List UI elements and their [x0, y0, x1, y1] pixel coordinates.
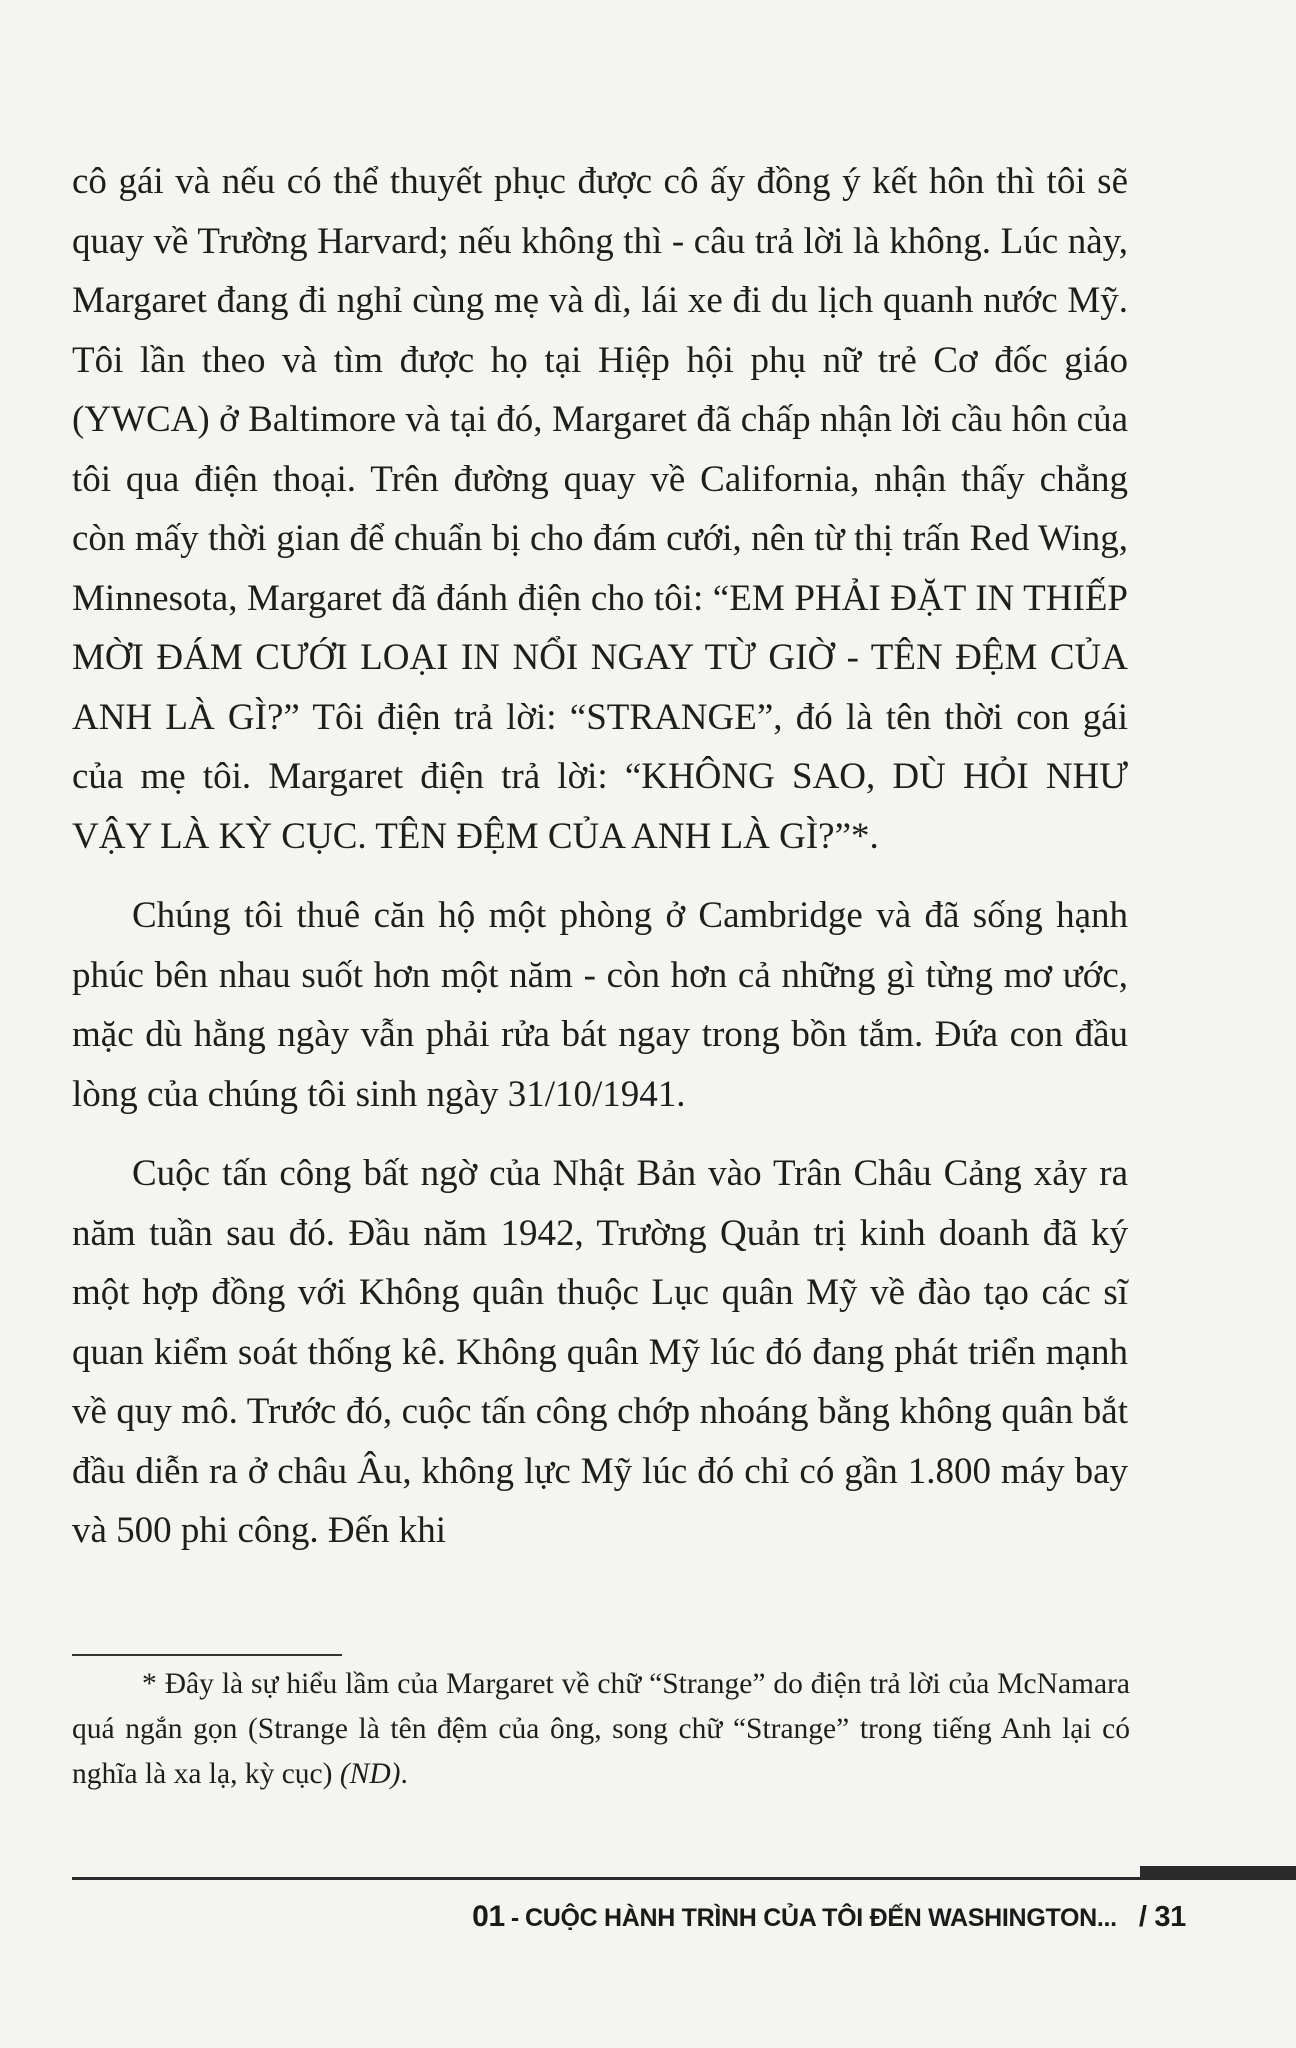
footnote-note-label: (ND) [339, 1758, 401, 1790]
footnote-text: Đây là sự hiểu lầm của Margaret về chữ “Strange” do điện trả lời của McNamara quá ngắn gọn (Strange là tên đệm của ông, song chữ “Strange” trong tiếng Anh lại có nghĩa là xa lạ, kỳ cục) [72, 1668, 1130, 1790]
footnote [72, 1662, 1130, 1797]
paragraph: Cuộc tấn công bất ngờ của Nhật Bản vào Trân Châu Cảng xảy ra năm tuần sau đó. Đầu năm 1942, Trường Quản trị kinh doanh đã ký một hợp đồng với Không quân thuộc Lục quân Mỹ về đào tạo các sĩ quan kiểm soát thống kê. Không quân Mỹ lúc đó đang phát triển mạnh về quy mô. Trước đó, cuộc tấn công chớp nhoáng bằng không quân bắt đầu diễn ra ở châu Âu, không lực Mỹ lúc đó chỉ có gần 1.800 máy bay và 500 phi công. Đến khi [72, 1153, 1128, 1551]
footer-bar [1140, 1866, 1296, 1880]
chapter-number: 01 [472, 1900, 505, 1933]
chapter-title: CUỘC HÀNH TRÌNH CỦA TÔI ĐẾN WASHINGTON... [524, 1904, 1117, 1932]
footnote-marker: * [142, 1668, 157, 1700]
footnote-end: . [400, 1758, 408, 1790]
footer-divider [72, 1877, 1142, 1880]
footer-separator: - [510, 1904, 519, 1932]
footnote-divider [72, 1654, 342, 1656]
body-text [72, 152, 1128, 1561]
paragraph: Chúng tôi thuê căn hộ một phòng ở Cambridge và đã sống hạnh phúc bên nhau suốt hơn một năm - còn hơn cả những gì từng mơ ước, mặc dù hằng ngày vẫn phải rửa bát ngay trong bồn tắm. Đứa con đầu lòng của chúng tôi sinh ngày 31/10/1941. [72, 895, 1128, 1115]
paragraph: cô gái và nếu có thể thuyết phục được cô ấy đồng ý kết hôn thì tôi sẽ quay về Trường Harvard; nếu không thì - câu trả lời là không. Lúc này, Margaret đang đi nghỉ cùng mẹ và dì, lái xe đi du lịch quanh nước Mỹ. Tôi lần theo và tìm được họ tại Hiệp hội phụ nữ trẻ Cơ đốc giáo (YWCA) ở Baltimore và tại đó, Margaret đã chấp nhận lời cầu hôn của tôi qua điện thoại. Trên đường quay về California, nhận thấy chẳng còn mấy thời gian để chuẩn bị cho đám cưới, nên từ thị trấn Red Wing, Minnesota, Margaret đã đánh điện cho tôi: “EM PHẢI ĐẶT IN THIẾP MỜI ĐÁM CƯỚI LOẠI IN NỔI NGAY TỪ GIỜ - TÊN ĐỆM CỦA ANH LÀ GÌ?” Tôi điện trả lời: “STRANGE”, đó là tên thời con gái của mẹ tôi. Margaret điện trả lời: “KHÔNG SAO, DÙ HỎI NHƯ VẬY LÀ KỲ CỤC. TÊN ĐỆM CỦA ANH LÀ GÌ?”*. [72, 161, 1128, 857]
page-number: / 31 [1138, 1901, 1186, 1933]
running-footer [472, 1900, 1186, 1934]
